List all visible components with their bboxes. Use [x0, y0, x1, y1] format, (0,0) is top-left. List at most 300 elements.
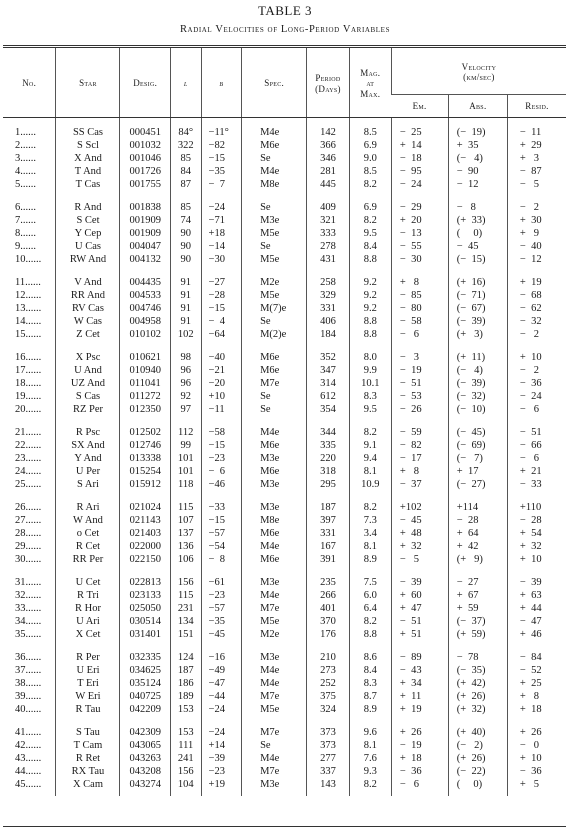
table-row: [3, 178, 566, 196]
star-name: R Ari: [56, 496, 120, 514]
magnitude-max: 8.8: [349, 328, 391, 346]
galactic-b: −11: [201, 403, 242, 421]
magnitude-max: 9.6: [349, 721, 391, 739]
galactic-b: − 8: [201, 553, 242, 571]
spectral-type: M7e: [242, 690, 307, 703]
velocity-emission: − 53: [391, 390, 448, 403]
galactic-l: 115: [170, 496, 201, 514]
velocity-emission: − 59: [391, 421, 448, 439]
row-number: 17......: [15, 365, 42, 376]
magnitude-max: 8.2: [349, 214, 391, 227]
velocity-residual: + 10: [507, 752, 566, 765]
designation: 022150: [120, 553, 170, 571]
col-header-mag-line3: Max.: [360, 88, 381, 99]
designation: 021403: [120, 527, 170, 540]
galactic-b: − 4: [201, 315, 242, 328]
magnitude-max: 10.1: [349, 377, 391, 390]
velocity-emission: + 48: [391, 527, 448, 540]
period-days: 329: [307, 289, 349, 302]
velocity-absorption: (− 39): [448, 315, 507, 328]
galactic-b: −30: [201, 253, 242, 271]
galactic-l: 98: [170, 346, 201, 364]
velocity-residual: + 10: [507, 346, 566, 364]
velocity-absorption: (+ 26): [448, 690, 507, 703]
star-name: Y And: [56, 452, 120, 465]
spectral-type: M5e: [242, 615, 307, 628]
velocity-absorption: (− 37): [448, 615, 507, 628]
designation: 004746: [120, 302, 170, 315]
designation: 004958: [120, 315, 170, 328]
velocity-emission: − 82: [391, 439, 448, 452]
designation: 000451: [120, 118, 170, 140]
spectral-type: M3e: [242, 646, 307, 664]
table-row: [3, 315, 566, 328]
table-row: [3, 118, 566, 140]
table-row: [3, 364, 566, 377]
magnitude-max: 8.2: [349, 778, 391, 796]
velocity-residual: + 9: [507, 227, 566, 240]
designation: 011041: [120, 377, 170, 390]
velocity-residual: + 5: [507, 778, 566, 796]
velocity-residual: − 12: [507, 253, 566, 271]
velocity-residual: + 18: [507, 703, 566, 721]
table-row: [3, 615, 566, 628]
star-name: U And: [56, 364, 120, 377]
spectral-type: M6e: [242, 139, 307, 152]
designation: 042209: [120, 703, 170, 721]
velocity-absorption: +114: [448, 496, 507, 514]
velocity-residual: − 87: [507, 165, 566, 178]
velocity-residual: − 6: [507, 452, 566, 465]
magnitude-max: 6.9: [349, 139, 391, 152]
period-days: 266: [307, 589, 349, 602]
galactic-l: 90: [170, 240, 201, 253]
period-days: 401: [307, 602, 349, 615]
radial-velocities-table: [3, 45, 566, 796]
velocity-emission: + 32: [391, 540, 448, 553]
galactic-l: 96: [170, 364, 201, 377]
velocity-emission: − 51: [391, 615, 448, 628]
row-number: 6......: [15, 202, 36, 213]
magnitude-max: 8.3: [349, 390, 391, 403]
velocity-emission: − 39: [391, 571, 448, 589]
magnitude-max: 6.4: [349, 602, 391, 615]
spectral-type: M8e: [242, 178, 307, 196]
period-days: 295: [307, 478, 349, 496]
row-group: [3, 646, 566, 721]
galactic-b: −23: [201, 765, 242, 778]
designation: 021024: [120, 496, 170, 514]
star-name: Y Cep: [56, 227, 120, 240]
period-days: 252: [307, 677, 349, 690]
galactic-l: 151: [170, 628, 201, 646]
row-number: 38......: [15, 678, 42, 689]
velocity-absorption: − 12: [448, 178, 507, 196]
period-days: 431: [307, 253, 349, 271]
row-number: 19......: [15, 391, 42, 402]
star-name: o Cet: [56, 527, 120, 540]
designation: 022000: [120, 540, 170, 553]
designation: 001909: [120, 214, 170, 227]
col-header-abs: Abs.: [448, 95, 507, 118]
spectral-type: Se: [242, 739, 307, 752]
row-number: 22......: [15, 440, 42, 451]
period-days: 397: [307, 514, 349, 527]
period-days: 373: [307, 739, 349, 752]
magnitude-max: 8.7: [349, 690, 391, 703]
velocity-emission: − 95: [391, 165, 448, 178]
galactic-b: −16: [201, 646, 242, 664]
row-number: 8......: [15, 228, 36, 239]
galactic-l: 189: [170, 690, 201, 703]
velocity-emission: − 80: [391, 302, 448, 315]
designation: 023133: [120, 589, 170, 602]
spectral-type: M3e: [242, 214, 307, 227]
designation: 040725: [120, 690, 170, 703]
galactic-l: 136: [170, 540, 201, 553]
row-group: [3, 496, 566, 571]
velocity-residual: + 32: [507, 540, 566, 553]
velocity-absorption: (− 39): [448, 377, 507, 390]
galactic-b: −24: [201, 196, 242, 214]
magnitude-max: 8.0: [349, 346, 391, 364]
designation: 032335: [120, 646, 170, 664]
magnitude-max: 9.2: [349, 302, 391, 315]
spectral-type: M4e: [242, 118, 307, 140]
velocity-emission: − 85: [391, 289, 448, 302]
row-number: 25......: [15, 479, 42, 490]
velocity-absorption: − 28: [448, 514, 507, 527]
col-header-resid: Resid.: [507, 95, 566, 118]
star-name: SX And: [56, 439, 120, 452]
star-name: RW And: [56, 253, 120, 271]
velocity-absorption: (+ 3): [448, 328, 507, 346]
star-name: RV Cas: [56, 302, 120, 315]
table-row: [3, 690, 566, 703]
spectral-type: M3e: [242, 571, 307, 589]
magnitude-max: 8.1: [349, 465, 391, 478]
table-row: [3, 302, 566, 315]
velocity-residual: + 54: [507, 527, 566, 540]
velocity-absorption: ( 0): [448, 778, 507, 796]
spectral-type: Se: [242, 315, 307, 328]
period-days: 176: [307, 628, 349, 646]
period-days: 143: [307, 778, 349, 796]
table-row: [3, 240, 566, 253]
row-number: 28......: [15, 528, 42, 539]
star-name: UZ And: [56, 377, 120, 390]
magnitude-max: 8.9: [349, 703, 391, 721]
velocity-residual: − 11: [507, 118, 566, 140]
galactic-b: −82: [201, 139, 242, 152]
period-days: 373: [307, 721, 349, 739]
row-number: 31......: [15, 577, 42, 588]
col-header-b-text: b: [219, 78, 224, 89]
table-row: [3, 196, 566, 214]
col-header-period-line2: (Days): [315, 83, 341, 94]
period-days: 187: [307, 496, 349, 514]
designation: 015912: [120, 478, 170, 496]
galactic-l: 137: [170, 527, 201, 540]
velocity-residual: + 25: [507, 677, 566, 690]
star-name: T And: [56, 165, 120, 178]
period-days: 184: [307, 328, 349, 346]
table-row: [3, 703, 566, 721]
star-name: X Psc: [56, 346, 120, 364]
spectral-type: M7e: [242, 765, 307, 778]
velocity-emission: +102: [391, 496, 448, 514]
magnitude-max: 7.6: [349, 752, 391, 765]
velocity-emission: + 8: [391, 271, 448, 289]
row-group: [3, 118, 566, 197]
designation: 004047: [120, 240, 170, 253]
velocity-emission: − 5: [391, 553, 448, 571]
table-row: [3, 452, 566, 465]
velocity-residual: − 2: [507, 364, 566, 377]
row-number: 40......: [15, 704, 42, 715]
magnitude-max: 10.9: [349, 478, 391, 496]
period-days: 331: [307, 527, 349, 540]
table-row: [3, 765, 566, 778]
spectral-type: M2e: [242, 628, 307, 646]
velocity-residual: − 36: [507, 377, 566, 390]
row-number: 11......: [15, 277, 41, 288]
velocity-residual: − 40: [507, 240, 566, 253]
velocity-absorption: (+ 16): [448, 271, 507, 289]
magnitude-max: 8.2: [349, 421, 391, 439]
table-row: [3, 390, 566, 403]
bottom-rule: [3, 826, 566, 827]
galactic-l: 84: [170, 165, 201, 178]
col-header-velocity-line2: (km/sec): [463, 72, 495, 82]
velocity-emission: + 18: [391, 752, 448, 765]
designation: 015254: [120, 465, 170, 478]
galactic-l: 241: [170, 752, 201, 765]
velocity-absorption: (+ 33): [448, 214, 507, 227]
star-name: U Cas: [56, 240, 120, 253]
star-name: T Cam: [56, 739, 120, 752]
designation: 010940: [120, 364, 170, 377]
designation: 004435: [120, 271, 170, 289]
row-number: 7......: [15, 215, 36, 226]
designation: 022813: [120, 571, 170, 589]
designation: 001838: [120, 196, 170, 214]
table-row: [3, 165, 566, 178]
velocity-absorption: (− 10): [448, 403, 507, 421]
row-number: 33......: [15, 603, 42, 614]
velocity-residual: − 52: [507, 664, 566, 677]
velocity-emission: + 60: [391, 589, 448, 602]
magnitude-max: 8.1: [349, 540, 391, 553]
velocity-absorption: (− 35): [448, 664, 507, 677]
period-days: 258: [307, 271, 349, 289]
velocity-residual: + 46: [507, 628, 566, 646]
galactic-l: 91: [170, 271, 201, 289]
velocity-residual: − 51: [507, 421, 566, 439]
table-row: [3, 602, 566, 615]
row-number: 13......: [15, 303, 42, 314]
star-name: V And: [56, 271, 120, 289]
spectral-type: M3e: [242, 496, 307, 514]
period-days: 337: [307, 765, 349, 778]
magnitude-max: 8.3: [349, 677, 391, 690]
magnitude-max: 6.9: [349, 196, 391, 214]
designation: 043065: [120, 739, 170, 752]
table-row: [3, 271, 566, 289]
table-row: [3, 677, 566, 690]
row-number: 35......: [15, 629, 42, 640]
table-row: [3, 346, 566, 364]
velocity-emission: − 43: [391, 664, 448, 677]
row-number: 34......: [15, 616, 42, 627]
spectral-type: M4e: [242, 752, 307, 765]
spectral-type: M3e: [242, 478, 307, 496]
magnitude-max: 9.9: [349, 364, 391, 377]
period-days: 346: [307, 152, 349, 165]
period-days: 344: [307, 421, 349, 439]
galactic-l: 90: [170, 253, 201, 271]
galactic-l: 104: [170, 778, 201, 796]
period-days: 612: [307, 390, 349, 403]
table-row: [3, 527, 566, 540]
galactic-b: −35: [201, 615, 242, 628]
period-days: 391: [307, 553, 349, 571]
galactic-l: 91: [170, 289, 201, 302]
row-number: 3......: [15, 153, 36, 164]
velocity-absorption: − 90: [448, 165, 507, 178]
velocity-residual: − 2: [507, 328, 566, 346]
velocity-absorption: − 8: [448, 196, 507, 214]
velocity-absorption: (+ 32): [448, 703, 507, 721]
magnitude-max: 8.8: [349, 253, 391, 271]
spectral-type: M5e: [242, 253, 307, 271]
galactic-b: +18: [201, 227, 242, 240]
col-header-no: No.: [3, 47, 56, 118]
table-row: [3, 478, 566, 496]
velocity-absorption: − 45: [448, 240, 507, 253]
galactic-l: 90: [170, 227, 201, 240]
galactic-l: 186: [170, 677, 201, 690]
star-name: SS Cas: [56, 118, 120, 140]
star-name: W And: [56, 514, 120, 527]
row-number: 5......: [15, 179, 36, 190]
velocity-absorption: (− 19): [448, 118, 507, 140]
velocity-residual: − 0: [507, 739, 566, 752]
galactic-b: −15: [201, 152, 242, 165]
galactic-l: 96: [170, 377, 201, 390]
designation: 035124: [120, 677, 170, 690]
velocity-absorption: (− 32): [448, 390, 507, 403]
spectral-type: M5e: [242, 227, 307, 240]
magnitude-max: 8.4: [349, 240, 391, 253]
table-row: [3, 377, 566, 390]
star-name: Z Cet: [56, 328, 120, 346]
col-header-mag-line2: at: [366, 78, 375, 89]
period-days: 277: [307, 752, 349, 765]
spectral-type: M6e: [242, 439, 307, 452]
designation: 042309: [120, 721, 170, 739]
star-name: U Ari: [56, 615, 120, 628]
velocity-absorption: − 27: [448, 571, 507, 589]
period-days: 366: [307, 139, 349, 152]
table-row: [3, 421, 566, 439]
row-number: 29......: [15, 541, 42, 552]
row-number: 16......: [15, 352, 42, 363]
velocity-absorption: − 78: [448, 646, 507, 664]
galactic-b: −47: [201, 677, 242, 690]
velocity-residual: − 6: [507, 403, 566, 421]
spectral-type: Se: [242, 152, 307, 165]
velocity-residual: + 3: [507, 152, 566, 165]
velocity-absorption: (− 2): [448, 739, 507, 752]
star-name: T Eri: [56, 677, 120, 690]
velocity-residual: + 21: [507, 465, 566, 478]
row-group: [3, 571, 566, 646]
period-days: 142: [307, 118, 349, 140]
star-name: R Per: [56, 646, 120, 664]
velocity-absorption: ( 0): [448, 227, 507, 240]
velocity-emission: − 36: [391, 765, 448, 778]
magnitude-max: 8.8: [349, 628, 391, 646]
star-name: S Scl: [56, 139, 120, 152]
velocity-emission: + 19: [391, 703, 448, 721]
galactic-b: −61: [201, 571, 242, 589]
galactic-b: −39: [201, 752, 242, 765]
galactic-l: 107: [170, 514, 201, 527]
spectral-type: M4e: [242, 421, 307, 439]
row-number: 10......: [15, 254, 42, 265]
magnitude-max: 8.9: [349, 553, 391, 571]
velocity-residual: − 28: [507, 514, 566, 527]
table-row: [3, 739, 566, 752]
velocity-absorption: (− 22): [448, 765, 507, 778]
velocity-absorption: (− 4): [448, 364, 507, 377]
table-row: [3, 253, 566, 271]
row-number: 9......: [15, 241, 36, 252]
star-name: X Cet: [56, 628, 120, 646]
galactic-l: 156: [170, 765, 201, 778]
designation: 001032: [120, 139, 170, 152]
row-number: 20......: [15, 404, 42, 415]
period-days: 406: [307, 315, 349, 328]
galactic-l: 156: [170, 571, 201, 589]
velocity-absorption: (+ 26): [448, 752, 507, 765]
galactic-l: 87: [170, 178, 201, 196]
velocity-residual: − 33: [507, 478, 566, 496]
galactic-l: 124: [170, 646, 201, 664]
spectral-type: Se: [242, 390, 307, 403]
star-name: R Cet: [56, 540, 120, 553]
galactic-l: 231: [170, 602, 201, 615]
velocity-emission: − 26: [391, 403, 448, 421]
designation: 004132: [120, 253, 170, 271]
velocity-residual: − 84: [507, 646, 566, 664]
magnitude-max: 9.1: [349, 439, 391, 452]
table-row: [3, 628, 566, 646]
velocity-emission: − 18: [391, 152, 448, 165]
magnitude-max: 9.2: [349, 271, 391, 289]
row-number: 14......: [15, 316, 42, 327]
galactic-l: 153: [170, 721, 201, 739]
table-row: [3, 664, 566, 677]
galactic-l: 106: [170, 553, 201, 571]
table-label: TABLE 3: [257, 3, 313, 18]
magnitude-max: 3.4: [349, 527, 391, 540]
designation: 043274: [120, 778, 170, 796]
row-number: 27......: [15, 515, 42, 526]
designation: 013338: [120, 452, 170, 465]
designation: 011272: [120, 390, 170, 403]
